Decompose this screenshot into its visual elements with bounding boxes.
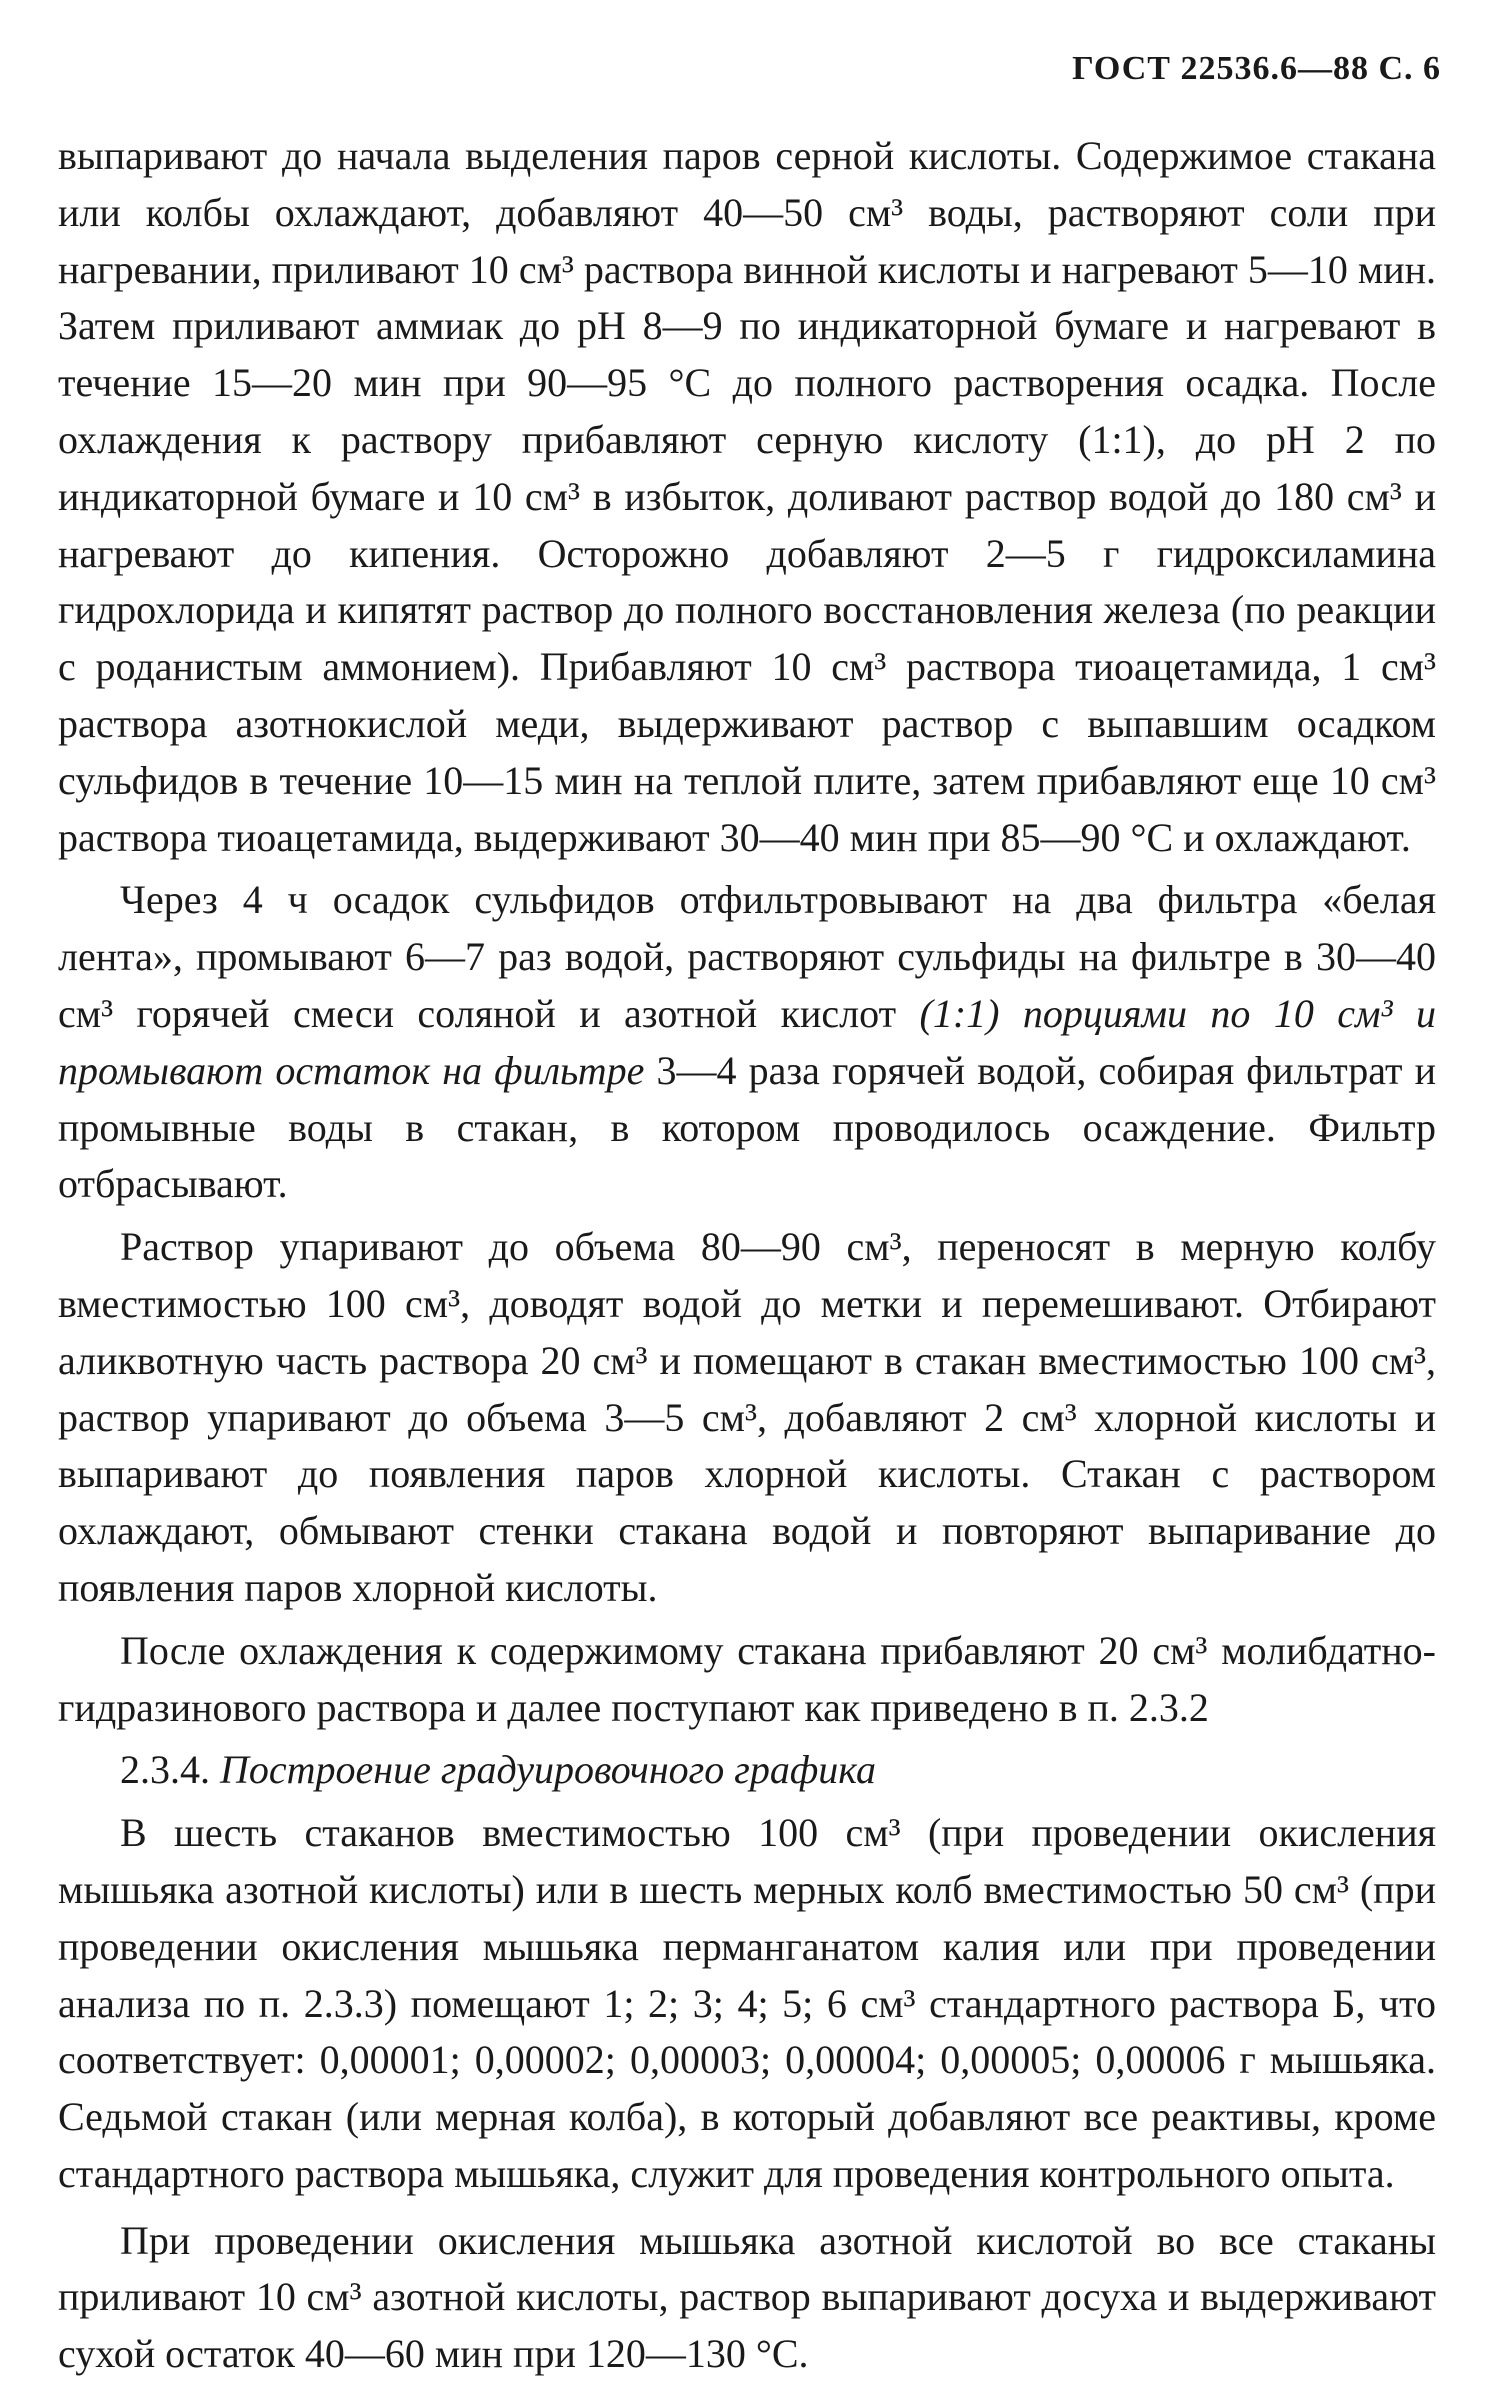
section-heading bbox=[58, 1742, 1436, 1799]
paragraph-oxidation: При проведении окисления мышьяка азотной кислотой во все стаканы приливают 10 см³ азотной кислоты, раствор выпаривают досуха и выдерживают сухой остаток 40—60 мин при 120—130 °С. bbox=[58, 2217, 1436, 2377]
paragraph-continued: выпаривают до начала выделения паров серной кислоты. Содержимое стакана или колбы охлаждают, добавляют 40—50 см³ воды, растворяют соли при нагревании, приливают 10 см³ раствора винной кислоты и нагревают 5—10 мин. Затем приливают аммиак до рН 8—9 по индикаторной бумаге и нагревают в течение 15—20 мин при 90—95 °С до полного растворения осадка. После охлаждения к раствору прибавляют серную кислоту (1:1), до рН 2 по индикаторной бумаге и 10 см³ в избыток, доливают раствор водой до 180 см³ и нагревают до кипения. Осторожно добавляют 2—5 г гидроксиламина гидрохлорида и кипятят раствор до полного восстановления железа (по реакции с роданистым аммонием). Прибавляют 10 см³ раствора тиоацетамида, 1 см³ раствора азотнокислой меди, выдерживают раствор с выпавшим осадком сульфидов в течение 10—15 мин на теплой плите, затем прибавляют еще 10 см³ раствора тиоацетамида, выдерживают 30—40 мин при 85—90 °С и охлаждают. bbox=[58, 133, 1436, 860]
section-number: 2.3.4. bbox=[120, 1747, 210, 1793]
paragraph-after-cooling: После охлаждения к содержимому стакана прибавляют 20 см³ молибдатно-гидразинового раствора и далее поступают как приведено в п. 2.3.2 bbox=[58, 1627, 1436, 1730]
paragraph-filtration-italic: (1:1) порциями по 10 см³ и промывают остаток на фильтре bbox=[58, 990, 1436, 1093]
paragraph-calibration: В шесть стаканов вместимостью 100 см³ (при проведении окисления мышьяка азотной кислоты) или в шесть мерных колб вместимостью 50 см³ (при проведении окисления мышьяка перманганатом калия или при проведении анализа по п. 2.3.3) помещают 1; 2; 3; 4; 5; 6 см³ стандартного раствора Б, что соответствует: 0,00001; 0,00002; 0,00003; 0,00004; 0,00005; 0,00006 г мышьяка. Седьмой стакан (или мерная колба), в который добавляют все реактивы, кроме стандартного раствора мышьяка, служит для проведения контрольного опыта. bbox=[58, 1810, 1436, 2196]
page-header: ГОСТ 22536.6—88 С. 6 bbox=[1072, 50, 1441, 87]
section-title: Построение градуировочного графика bbox=[220, 1747, 876, 1793]
paragraph-filtration-part3: 3—4 раза горячей водой, собирая фильтрат и промывные воды в стакан, в котором проводилось осаждение. Фильтр отбрасывают. bbox=[58, 1047, 1436, 1207]
paragraph-filtration-part1: Через 4 ч осадок сульфидов отфильтровывают на два фильтра «белая лента», промывают 6—7 раз водой, растворяют сульфиды на фильтре в 30—40 см³ горячей смеси соляной и азотной кислот bbox=[58, 877, 1436, 1036]
document-body bbox=[58, 128, 1436, 2389]
paragraph-filtration bbox=[58, 872, 1436, 1213]
paragraph-evaporation: Раствор упаривают до объема 80—90 см³, переносят в мерную колбу вместимостью 100 см³, доводят водой до метки и перемешивают. Отбирают аликвотную часть раствора 20 см³ и помещают в стакан вместимостью 100 см³, раствор упаривают до объема 3—5 см³, добавляют 2 см³ хлорной кислоты и выпаривают до появления паров хлорной кислоты. Стакан с раствором охлаждают, обмывают стенки стакана водой и повторяют выпаривание до появления паров хлорной кислоты. bbox=[58, 1224, 1436, 1610]
